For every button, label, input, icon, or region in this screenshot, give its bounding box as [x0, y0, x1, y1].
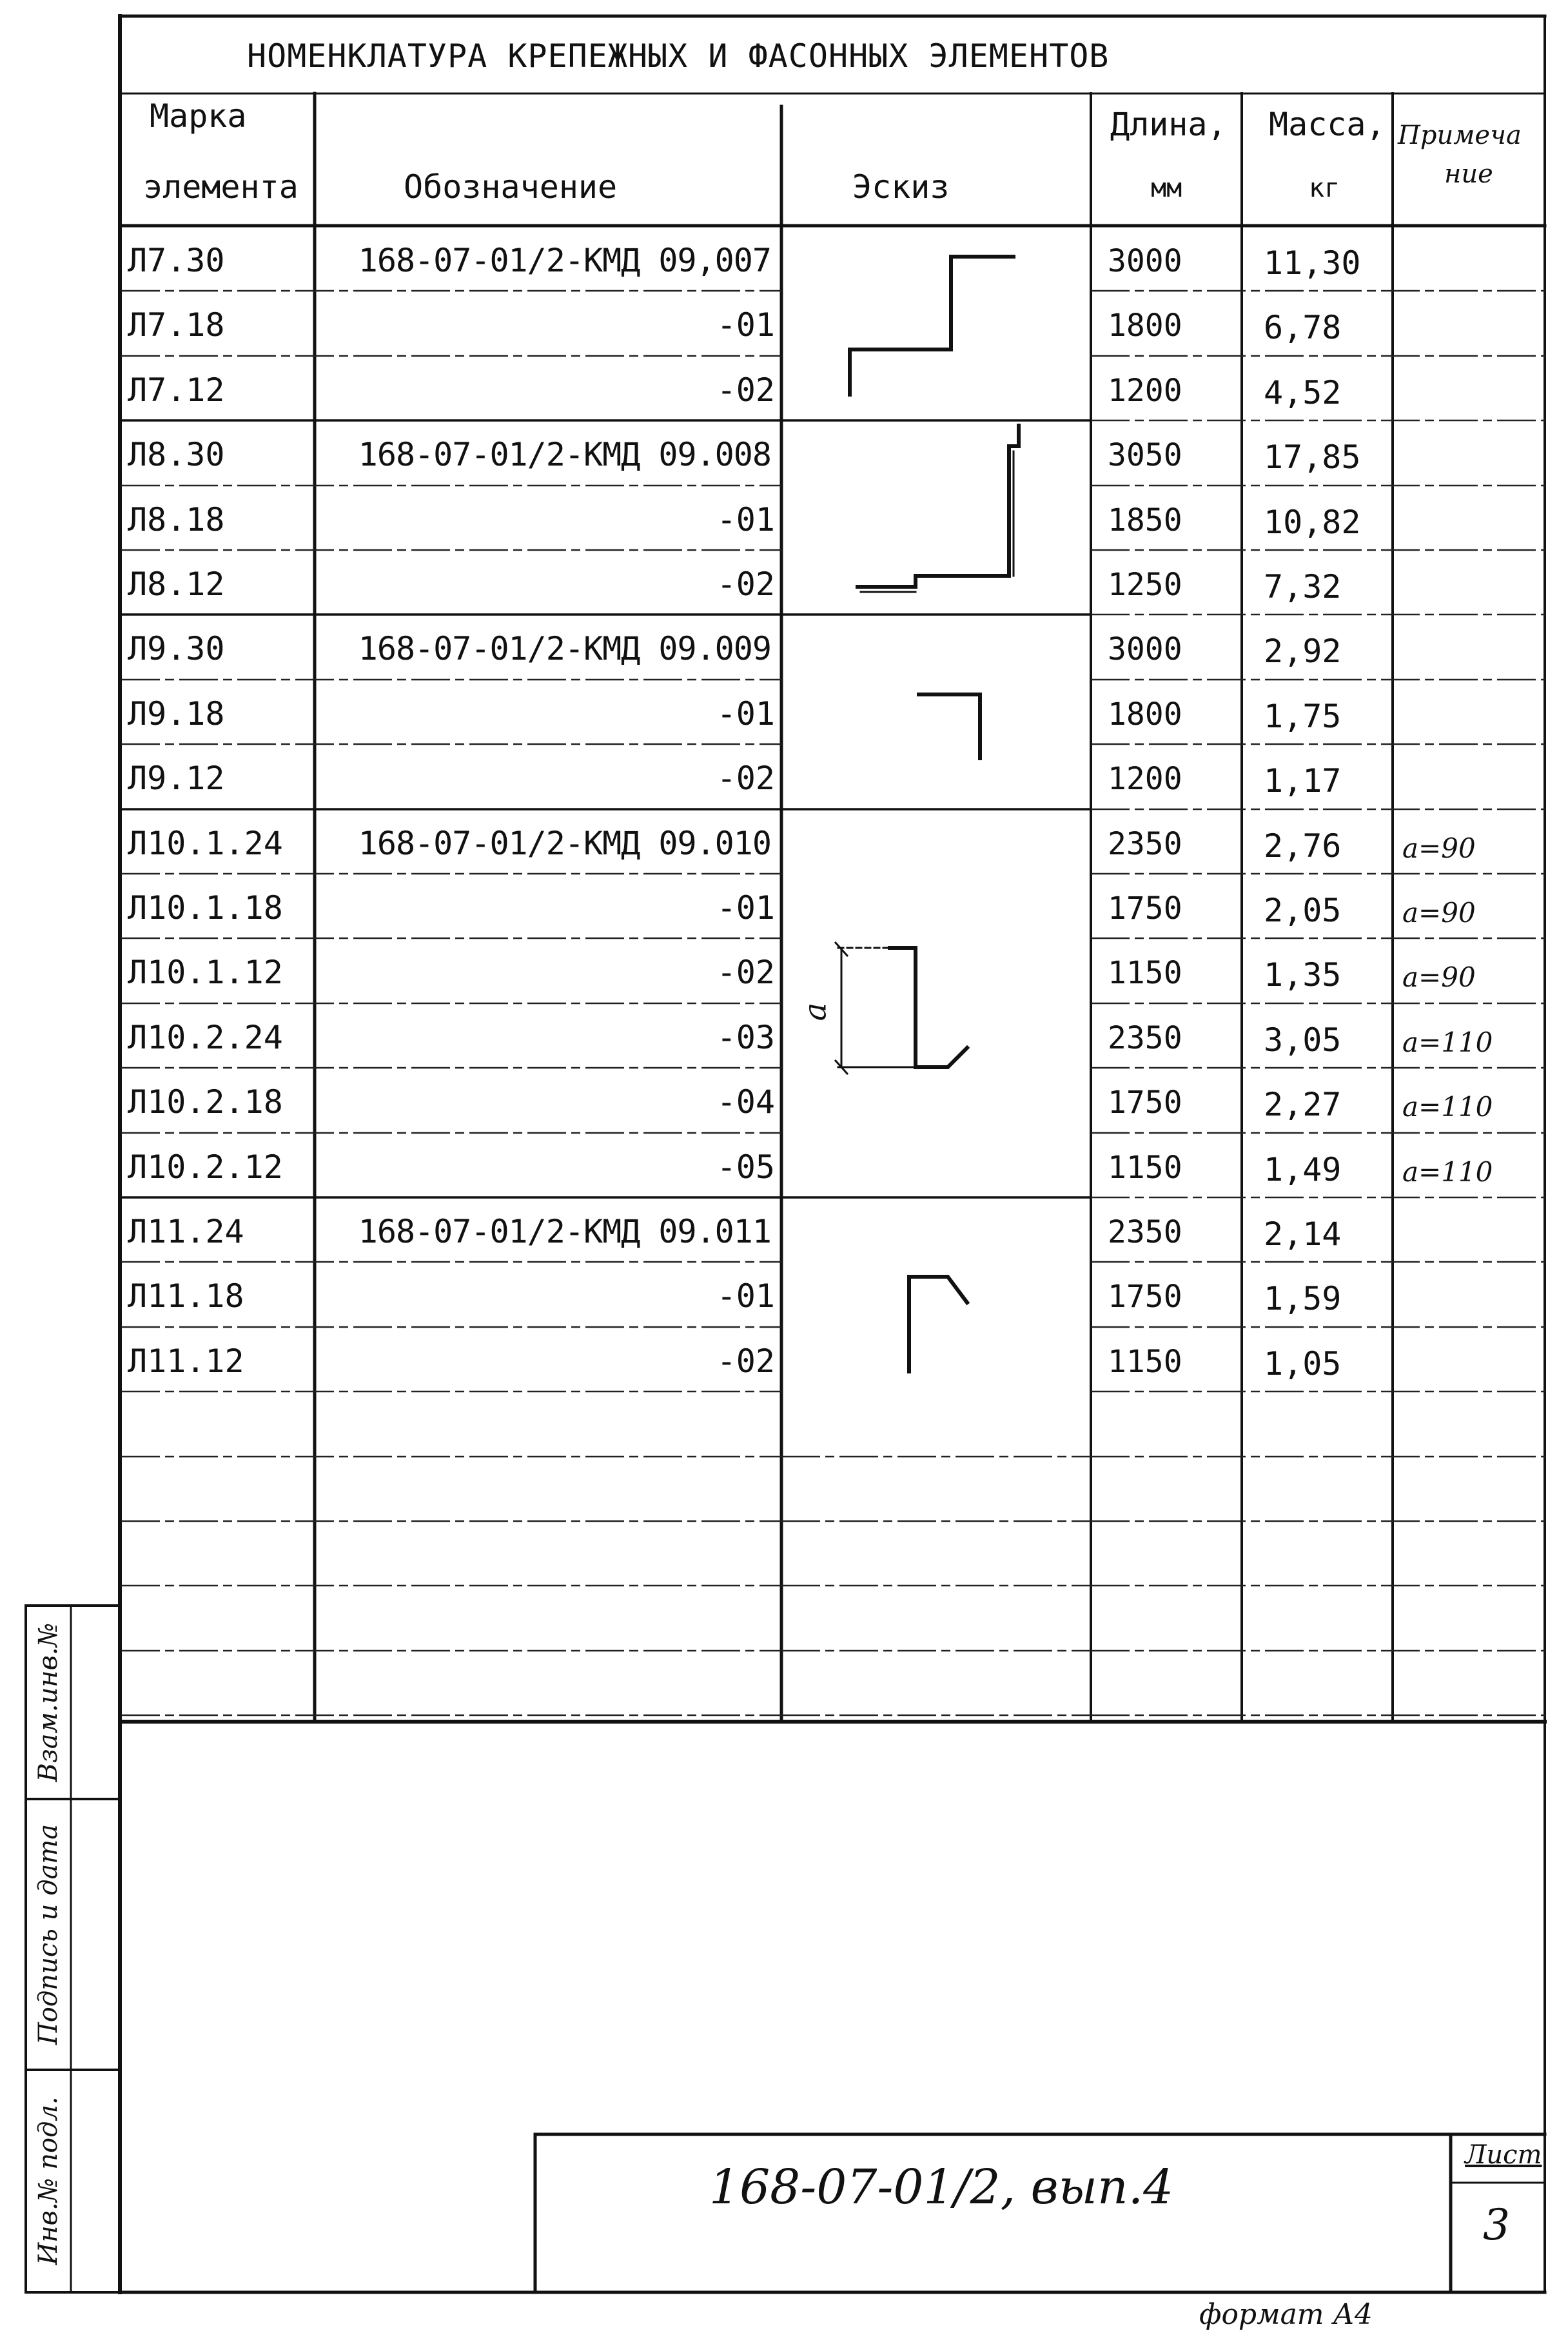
- cell-length: 1250: [1108, 567, 1182, 603]
- cell-length: 3000: [1108, 243, 1182, 279]
- cell-mass: 2,92: [1264, 633, 1342, 671]
- sketch-l10: [890, 948, 967, 1067]
- cell-designation: -03: [716, 1018, 775, 1056]
- cell-mass: 1,05: [1264, 1344, 1342, 1382]
- cell-length: 1750: [1108, 1085, 1182, 1121]
- sketch-l9: [919, 694, 980, 758]
- cell-mark: Л11.12: [128, 1342, 244, 1380]
- cell-designation: -01: [716, 306, 775, 344]
- document-code: 168-07-01/2, вып.4: [709, 2159, 1174, 2215]
- cell-length: 1150: [1108, 1343, 1182, 1380]
- cell-length: 3050: [1108, 437, 1182, 474]
- cell-length: 2350: [1108, 1019, 1182, 1056]
- cell-length: 1800: [1108, 308, 1182, 344]
- cell-mark: Л9.18: [128, 694, 225, 733]
- cell-designation: -02: [716, 566, 775, 603]
- cell-length: 1150: [1108, 1149, 1182, 1186]
- sheet-number: 3: [1483, 2200, 1510, 2250]
- sketch-l7: [850, 257, 1014, 395]
- cell-designation: -02: [716, 760, 775, 798]
- header-length-line1: Длина,: [1110, 106, 1227, 143]
- cell-mass: 2,27: [1264, 1086, 1342, 1124]
- cell-designation: 168-07-01/2-КМД 09.011: [358, 1213, 771, 1250]
- cell-mark: Л9.30: [128, 630, 225, 668]
- sketch-l11: [909, 1277, 967, 1372]
- cell-length: 1200: [1108, 761, 1182, 798]
- cell-mass: 1,17: [1264, 762, 1342, 800]
- cell-designation: 168-07-01/2-КМД 09.009: [358, 630, 771, 668]
- cell-mark: Л9.12: [128, 760, 225, 798]
- cell-designation: -01: [716, 500, 775, 538]
- cell-designation: 168-07-01/2-КМД 09.008: [358, 436, 771, 474]
- cell-length: 1150: [1108, 955, 1182, 992]
- stamp-podpis-data: Подпись и дата: [34, 1824, 63, 2045]
- sketch-dimension-label: a: [797, 1002, 834, 1021]
- format-label: формат А4: [1199, 2298, 1373, 2331]
- sheet-label: Лист: [1465, 2140, 1542, 2170]
- header-note-line2: ние: [1444, 159, 1493, 189]
- cell-mark: Л7.30: [128, 242, 225, 279]
- header-length-line2: мм: [1151, 173, 1182, 203]
- cell-designation: -05: [716, 1148, 775, 1186]
- cell-designation: -02: [716, 954, 775, 992]
- cell-mass: 4,52: [1264, 373, 1342, 411]
- cell-length: 1200: [1108, 372, 1182, 409]
- cell-note: a=110: [1402, 1091, 1493, 1123]
- cell-length: 1800: [1108, 696, 1182, 733]
- cell-mass: 2,14: [1264, 1215, 1342, 1253]
- cell-mass: 2,05: [1264, 892, 1342, 929]
- cell-mark: Л10.2.24: [128, 1018, 283, 1056]
- sketch-l8: [858, 426, 1019, 587]
- cell-mass: 3,05: [1264, 1021, 1342, 1059]
- cell-designation: -01: [716, 694, 775, 733]
- cell-mark: Л11.24: [128, 1213, 244, 1250]
- cell-length: 2350: [1108, 825, 1182, 862]
- cell-mass: 10,82: [1264, 503, 1361, 541]
- cell-designation: -01: [716, 1277, 775, 1315]
- cell-mark: Л10.1.24: [128, 824, 283, 862]
- cell-length: 2350: [1108, 1214, 1182, 1250]
- cell-note: a=110: [1402, 1156, 1493, 1188]
- cell-mass: 2,76: [1264, 827, 1342, 865]
- header-note-line1: Примеча: [1398, 121, 1522, 150]
- cell-mark: Л10.2.12: [128, 1148, 283, 1186]
- cell-note: a=110: [1402, 1026, 1493, 1058]
- cell-mass: 1,75: [1264, 697, 1342, 735]
- cell-note: a=90: [1402, 897, 1476, 929]
- cell-mass: 1,49: [1264, 1150, 1342, 1188]
- cell-mass: 11,30: [1264, 244, 1361, 282]
- cell-designation: -02: [716, 1342, 775, 1380]
- cell-note: a=90: [1402, 832, 1476, 864]
- header-mass-line1: Масса,: [1269, 106, 1386, 143]
- cell-mark: Л10.2.18: [128, 1083, 283, 1121]
- cell-mark: Л11.18: [128, 1277, 244, 1315]
- header-sketch: Эскиз: [852, 168, 950, 206]
- cell-designation: -01: [716, 889, 775, 927]
- header-mass-line2: кг: [1309, 173, 1340, 203]
- cell-mass: 17,85: [1264, 438, 1361, 477]
- cell-mark: Л8.12: [128, 566, 225, 603]
- cell-length: 1750: [1108, 890, 1182, 927]
- cell-mark: Л10.1.12: [128, 954, 283, 992]
- cell-mass: 1,59: [1264, 1280, 1342, 1318]
- cell-length: 3000: [1108, 631, 1182, 668]
- header-designation: Обозначение: [404, 168, 618, 206]
- stamp-vzam-inv: Взам.инв.№: [34, 1622, 63, 1782]
- cell-mass: 7,32: [1264, 568, 1342, 605]
- table-title: НОМЕНКЛАТУРА КРЕПЕЖНЫХ И ФАСОННЫХ ЭЛЕМЕНТОВ: [247, 37, 1110, 75]
- stamp-inv-podl: Инв.№ подл.: [34, 2096, 63, 2265]
- cell-mark: Л7.12: [128, 371, 225, 409]
- cell-mass: 1,35: [1264, 956, 1342, 994]
- cell-length: 1750: [1108, 1279, 1182, 1315]
- cell-mark: Л10.1.18: [128, 889, 283, 927]
- cell-length: 1850: [1108, 502, 1182, 538]
- cell-designation: -02: [716, 371, 775, 409]
- cell-note: a=90: [1402, 961, 1476, 994]
- cell-mark: Л7.18: [128, 306, 225, 344]
- cell-mark: Л8.30: [128, 436, 225, 474]
- cell-designation: 168-07-01/2-КМД 09.010: [358, 824, 771, 862]
- cell-designation: -04: [716, 1083, 775, 1121]
- header-mark-line2: элемента: [143, 168, 299, 206]
- cell-mark: Л8.18: [128, 500, 225, 538]
- header-mark-line1: Марка: [150, 97, 247, 135]
- cell-designation: 168-07-01/2-КМД 09,007: [358, 242, 771, 279]
- cell-mass: 6,78: [1264, 309, 1342, 347]
